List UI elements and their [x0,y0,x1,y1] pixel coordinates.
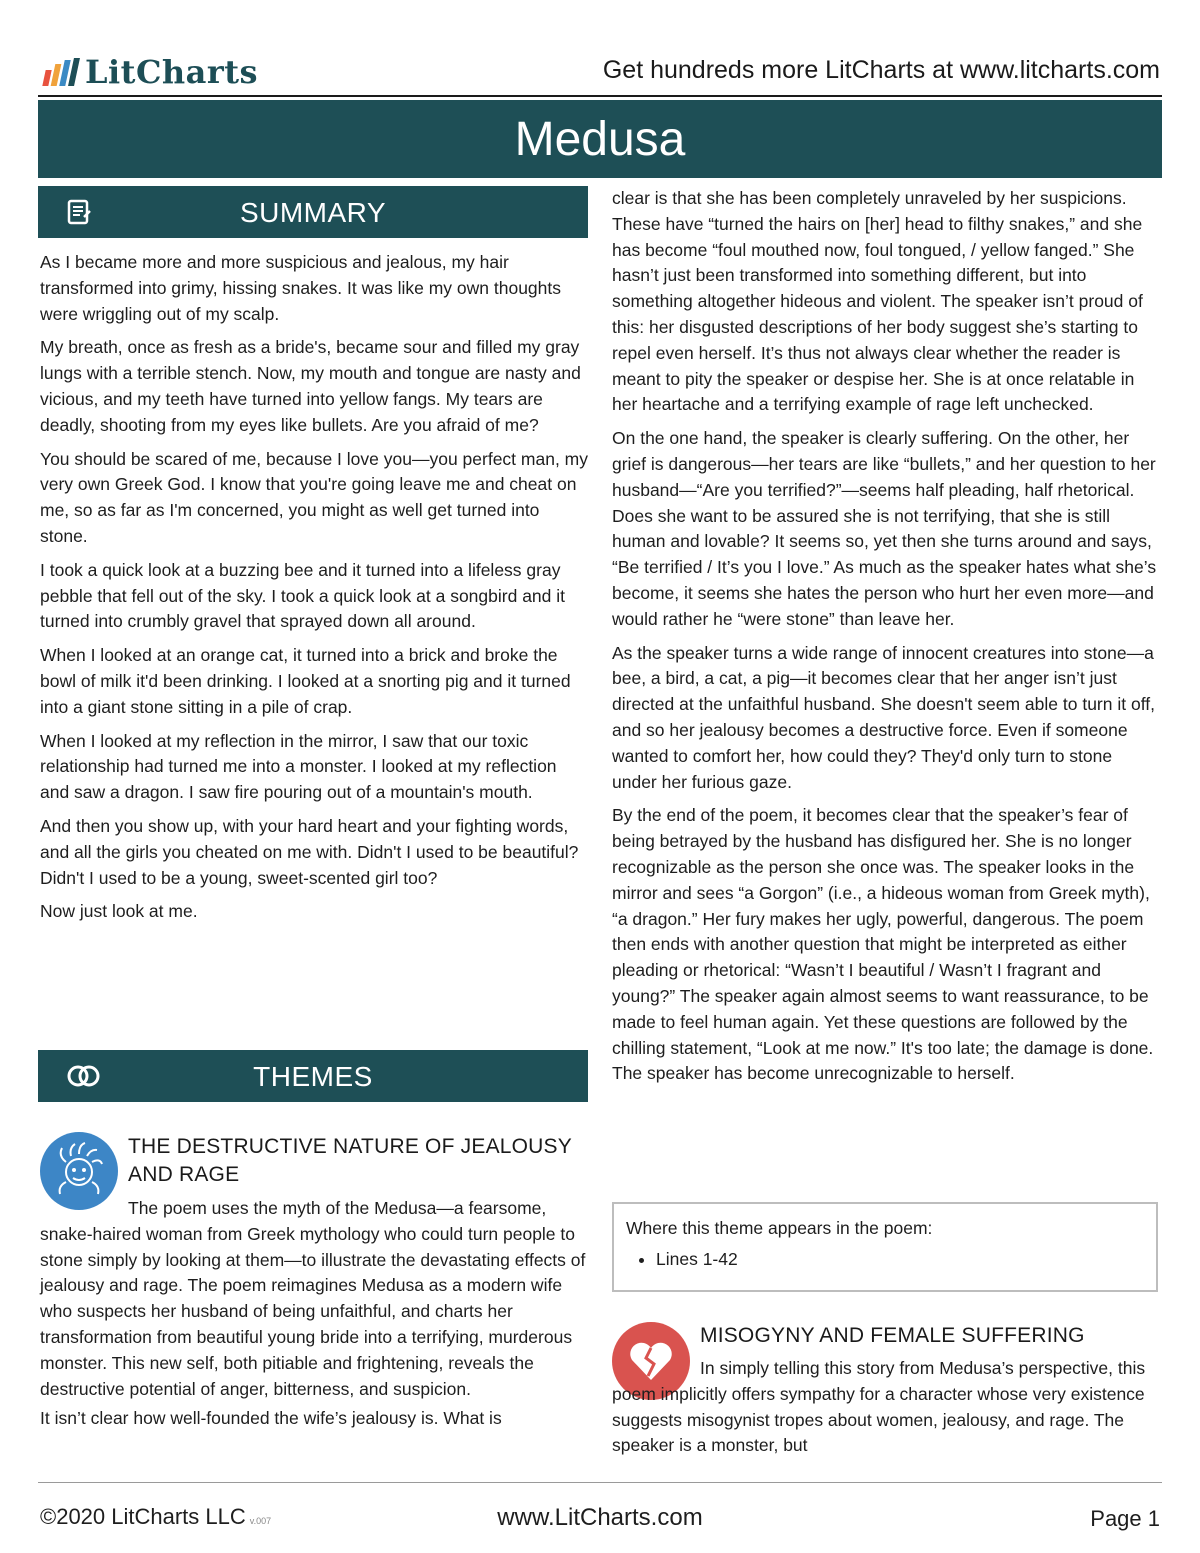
theme-paragraph: As the speaker turns a wide range of innocent creatures into stone—a bee, a bird, a cat, a pig—it becomes clear that her anger isn’t just directed at the unfaithful husband. She doesn't seem able to turn it off, and so her jealousy becomes a destructive force. Even if someone wanted to comfort her, how could they? They'd only turn to stone under her furious gaze. [612,642,1155,792]
summary-paragraph: When I looked at an orange cat, it turned into a brick and broke the bowl of milk it'd been drinking. I looked at a snorting pig and it turned into a giant stone sitting in a pile of crap. [40,645,571,717]
theme-tail-text: It isn’t clear how well-founded the wife’s jealousy is. What is [40,1408,502,1429]
page-title-bar [38,100,1162,178]
appears-lines-link[interactable]: • Lines 1-42 [656,1249,1144,1270]
logo-bars-icon [44,58,77,86]
page-number: Page 1 [1090,1506,1160,1531]
page-title: Medusa [514,112,686,166]
copyright-text: ©2020 LitCharts LLC [40,1504,246,1529]
theme-intro-text: In simply telling this story from Medusa’s perspective, this poem implicitly offers sympathy for a character whose very existence suggests misogynist tropes about women, jealousy, and rage. The speaker is a monster, but [612,1358,1146,1456]
appears-label: Where this theme appears in the poem: [626,1218,933,1238]
logo-text: LitCharts [85,53,259,91]
summary-section-header [38,186,588,238]
theme-intro-text: The poem uses the myth of the Medusa—a fearsome, snake-haired woman from Greek mythology who could turn people to stone simply by looking at them—to illustrate the devastating effects of jealousy and rage. The poem reimagines Medusa as a modern wife who suspects her husband of being unfaithful, and charts her transformation from beautiful young bride into a terrifying, murderous monster. This new self, both pitiable and frightening, reveals the destructive potential of anger, bitterness, and suspicion. [40,1198,586,1399]
footer-copyright [40,1504,271,1530]
themes-section-header [38,1050,588,1102]
theme-title: THE DESTRUCTIVE NATURE OF JEALOUSY AND RAGE [128,1135,572,1186]
summary-paragraph: As I became more and more suspicious and jealous, my hair transformed into grimy, hissing snakes. It was like my own thoughts were wriggling out of my scalp. [40,252,562,324]
themes-heading: THEMES [253,1061,373,1092]
version-text: v.007 [249,1516,272,1526]
theme-body [40,1196,590,1432]
theme-paragraph: On the one hand, the speaker is clearly suffering. On the other, her grief is dangerous—her tears are like “bullets,” and her question to her husband—“Are you terrified?”—seems half pleading, half rhetorical. Does she want to be assured she is not terrifying, that she is still human and lovable? It seems so, yet then she turns around and says, “Be terrified / It’s you I love.” As much as the speaker hates what she’s become, it seems she hates the person who hurt her even more—and would rather he “were stone” than leave her. [612,428,1157,629]
footer-website-link[interactable]: www.LitCharts.com [497,1504,703,1531]
summary-paragraph: When I looked at my reflection in the mirror, I saw that our toxic relationship had turned me into a monster. I looked at my reflection and saw a dragon. I saw fire pouring out of a mountain's mouth. [40,730,557,803]
appears-list [626,1249,1144,1270]
summary-paragraph: I took a quick look at a buzzing bee and it turned into a lifeless gray pebble that fell out of the sky. I took a quick look at a songbird and it turned into crumbly gravel that sprayed down all around. [40,559,565,632]
summary-paragraph: And then you show up, with your hard heart and your fighting words, and all the girls you cheated on me with. Didn't I used to be beautiful? Didn't I used to be a young, sweet-scented girl too? [40,815,579,888]
theme-paragraph: By the end of the poem, it becomes clear that the speaker’s fear of being betrayed by the husband has disfigured her. She is no longer recognizable as the person she once was. The speaker looks in the mirror and sees “a Gorgon” (i.e., a hideous woman from Greek myth), “a dragon.” Her fury makes her ugly, powerful, dangerous. The poem then ends with another question that might be interpreted as either pleading or rhetorical: “Wasn’t I beautiful / Wasn’t I fragrant and young?” The speaker again almost seems to want reassurance, to be made to feel human again. Yet these questions are followed by the chilling statement, “Look at me now.” It's too late; the damage is done. The speaker has become unrecognizable to herself. [612,805,1154,1084]
summary-heading: SUMMARY [239,197,387,228]
header-divider [38,95,1162,97]
summary-paragraph: My breath, once as fresh as a bride's, became sour and filled my gray lungs with a terrible stench. Now, my mouth and tongue are nasty and vicious, and my teeth have turned into yellow fangs. My tears are deadly, shooting from my eyes like bullets. Are you afraid of me? [40,337,581,435]
summary-paragraph: You should be scared of me, because I love you—you perfect man, my very own Greek God. I know that you're going leave me and cheat on me, so as far as I'm concerned, you might as well get turned into stone. [40,448,588,546]
theme-title: MISOGYNY AND FEMALE SUFFERING [700,1324,1085,1347]
theme-paragraph: clear is that she has been completely unraveled by her suspicions. These have “turned the hairs on [her] head to filthy snakes,” and she has become “foul mouthed now, foul tongued, / yellow fanged.” She hasn’t just been transformed into something different, but into something altogether hideous and violent. The speaker isn’t proud of this: her disgusted descriptions of her body suggest she’s starting to repel even herself. It’s thus not always clear whether the reader is meant to pity the speaker or despise her. She is at once relatable in her heartache and a terrifying example of rage left unchecked. [612,188,1143,415]
footer-divider [38,1482,1162,1483]
theme-continuation [612,186,1160,1095]
theme-appearances-box [612,1202,1158,1292]
header-promo-link[interactable]: Get hundreds more LitCharts at www.litcharts.com [602,56,1160,84]
summary-body [40,250,590,933]
litcharts-logo[interactable] [44,52,258,92]
summary-paragraph: Now just look at me. [40,901,198,922]
